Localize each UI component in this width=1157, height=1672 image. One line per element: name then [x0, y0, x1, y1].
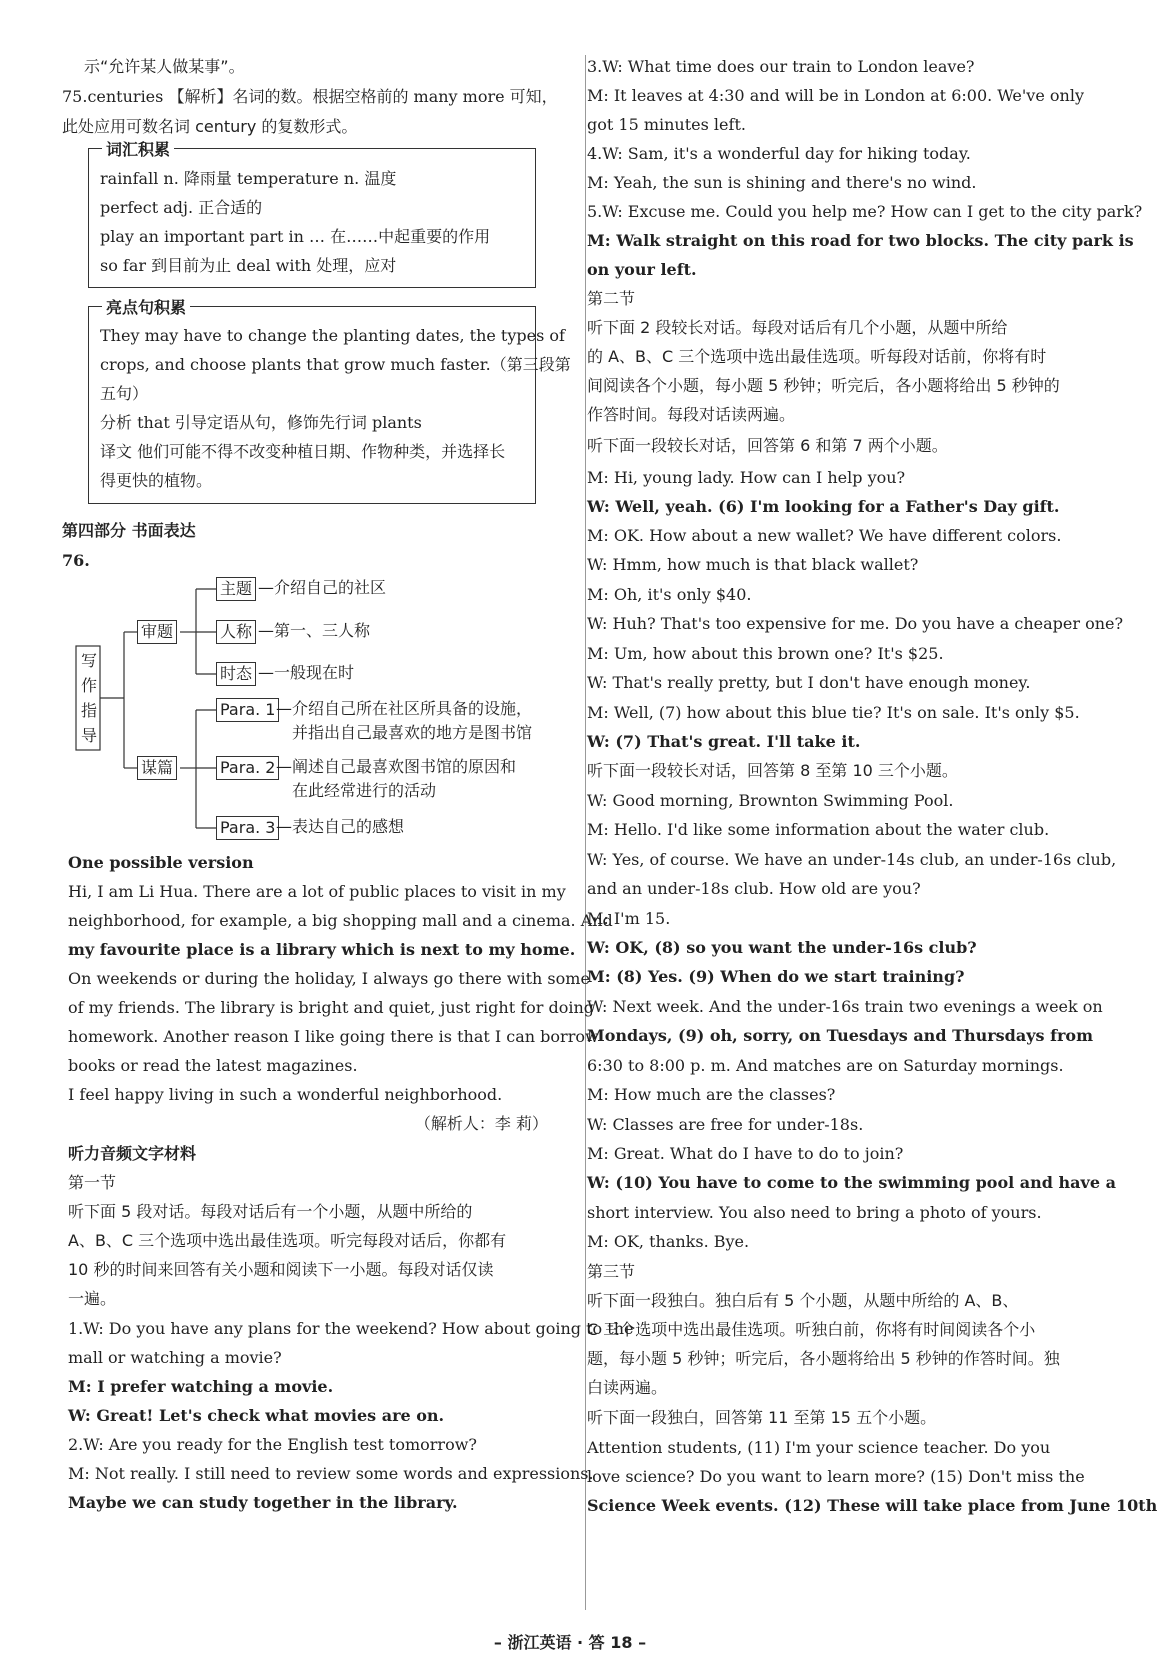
dialog-line: M: It leaves at 4:30 and will be in London at 6:00. We've only — [587, 86, 1084, 105]
dialog-line: M: Well, (7) how about this blue tie? It's on sale. It's only $5. — [587, 703, 1080, 722]
diagram-tag: 人称 — [216, 620, 256, 644]
dialog-line: Maybe we can study together in the library. — [68, 1493, 458, 1512]
dialog-line: mall or watching a movie? — [68, 1348, 282, 1367]
dialog-line: W: Classes are free for under-18s. — [587, 1115, 864, 1134]
dialog-line: 4.W: Sam, it's a wonderful day for hiking today. — [587, 144, 971, 163]
analyst: （解析人：李 莉） — [414, 1114, 548, 1133]
monologue-line: Science Week events. (12) These will take place from June 10th — [587, 1496, 1157, 1515]
diagram-text: —第一、三人称 — [258, 621, 371, 640]
diagram-branch-plan: 谋篇 — [137, 756, 177, 780]
text-line: 示“允许某人做某事”。 — [84, 57, 245, 76]
part4-title: 第四部分 书面表达 — [62, 521, 196, 540]
sentence-translation: 得更快的植物。 — [100, 471, 213, 490]
version-title: One possible version — [68, 853, 254, 872]
dialog-line: M: Um, how about this brown one? It's $25. — [587, 644, 944, 663]
intro-line: 的 A、B、C 三个选项中选出最佳选项。听每段对话前，你将有时 — [587, 347, 1047, 366]
diagram-root-char: 指 — [81, 701, 98, 720]
instruction-line: 听下面一段独白，回答第 11 至第 15 五个小题。 — [587, 1408, 937, 1427]
sentence-analysis: 分析 that 引导定语从句，修饰先行词 plants — [100, 413, 422, 432]
instruction-line: 听下面一段较长对话，回答第 8 至第 10 三个小题。 — [587, 761, 958, 780]
diagram-tag: Para. 3 — [216, 816, 279, 840]
sentence-line: They may have to change the planting dates, the types of — [100, 326, 565, 345]
dialog-line: W: Yes, of course. We have an under-14s club, an under-16s club, — [587, 850, 1117, 869]
diagram-text: —介绍自己的社区 — [258, 578, 387, 597]
dialog-line: W: (10) You have to come to the swimming pool and have a — [587, 1173, 1116, 1192]
dialog-line: W: OK, (8) so you want the under-16s club? — [587, 938, 977, 957]
dialog-line: M: OK. How about a new wallet? We have different colors. — [587, 526, 1062, 545]
dialog-line: 5.W: Excuse me. Could you help me? How can I get to the city park? — [587, 202, 1143, 221]
vocab-line: so far 到目前为止 deal with 处理，应对 — [100, 256, 397, 275]
intro-line: 作答时间。每段对话读两遍。 — [587, 405, 796, 424]
intro-line: 听下面 5 段对话。每段对话后有一个小题，从题中所给的 — [68, 1202, 473, 1221]
q76-label: 76. — [62, 551, 90, 570]
dialog-line: W: Well, yeah. (6) I'm looking for a Father's Day gift. — [587, 497, 1060, 516]
intro-line: 一遍。 — [68, 1289, 117, 1308]
instruction-line: 听下面一段较长对话，回答第 6 和第 7 两个小题。 — [587, 436, 948, 455]
dialog-line: W: Good morning, Brownton Swimming Pool. — [587, 791, 954, 810]
dialog-line: 1.W: Do you have any plans for the weekend? How about going to the — [68, 1319, 634, 1338]
dialog-line: 2.W: Are you ready for the English test tomorrow? — [68, 1435, 477, 1454]
essay-line: I feel happy living in such a wonderful neighborhood. — [68, 1085, 503, 1104]
dialog-line: M: Hello. I'd like some information about the water club. — [587, 820, 1050, 839]
monologue-line: love science? Do you want to learn more? (15) Don't miss the — [587, 1467, 1085, 1486]
q75-head: 75.centuries 【解析】名词的数。根据空格前的 many more 可知， — [62, 87, 558, 106]
diagram-text: —介绍自己所在社区所具备的设施， — [276, 699, 533, 718]
diagram-text: —一般现在时 — [258, 663, 355, 682]
dialog-line: W: Next week. And the under-16s train two evenings a week on — [587, 997, 1103, 1016]
dialog-line: 6:30 to 8:00 p. m. And matches are on Saturday mornings. — [587, 1056, 1064, 1075]
dialog-line: on your left. — [587, 260, 697, 279]
section-title: 第二节 — [587, 289, 636, 308]
intro-line: 10 秒的时间来回答有关小题和阅读下一小题。每段对话仅读 — [68, 1260, 494, 1279]
dialog-line: W: (7) That's great. I'll take it. — [587, 732, 861, 751]
dialog-line: got 15 minutes left. — [587, 115, 746, 134]
essay-line: On weekends or during the holiday, I always go there with some — [68, 969, 590, 988]
intro-line: 题，每小题 5 秒钟；听完后，各小题将给出 5 秒钟的作答时间。独 — [587, 1349, 1060, 1368]
diagram-branch-review: 审题 — [137, 620, 177, 644]
dialog-line: M: Walk straight on this road for two blocks. The city park is — [587, 231, 1134, 250]
diagram-tag: 时态 — [216, 662, 256, 686]
q75-body: 此处应用可数名词 century 的复数形式。 — [62, 117, 358, 136]
diagram-text: 在此经常进行的活动 — [292, 781, 437, 800]
dialog-line: short interview. You also need to bring a photo of yours. — [587, 1203, 1042, 1222]
section-title: 第三节 — [587, 1262, 636, 1281]
dialog-line: M: How much are the classes? — [587, 1085, 836, 1104]
dialog-line: M: Hi, young lady. How can I help you? — [587, 468, 906, 487]
dialog-line: M: Yeah, the sun is shining and there's no wind. — [587, 173, 977, 192]
essay-line: neighborhood, for example, a big shopping mall and a cinema. And — [68, 911, 613, 930]
dialog-line: W: Great! Let's check what movies are on. — [68, 1406, 445, 1425]
diagram-tag: 主题 — [216, 577, 256, 601]
essay-line: books or read the latest magazines. — [68, 1056, 358, 1075]
essay-line: of my friends. The library is bright and quiet, just right for doing — [68, 998, 595, 1017]
sentence-line: 五句） — [100, 384, 149, 403]
intro-line: 听下面 2 段较长对话。每段对话后有几个小题，从题中所给 — [587, 318, 1008, 337]
dialog-line: M: Great. What do I have to do to join? — [587, 1144, 904, 1163]
listening-title: 听力音频文字材料 — [68, 1144, 197, 1163]
page-footer: – 浙江英语 · 答 18 – — [493, 1633, 647, 1652]
vocab-line: play an important part in … 在……中起重要的作用 — [100, 227, 491, 246]
section-title: 第一节 — [68, 1173, 117, 1192]
dialog-line: M: Oh, it's only $40. — [587, 585, 752, 604]
essay-line: homework. Another reason I like going there is that I can borrow — [68, 1027, 599, 1046]
dialog-line: W: That's really pretty, but I don't have enough money. — [587, 673, 1031, 692]
intro-line: 听下面一段独白。独白后有 5 个小题，从题中所给的 A、B、 — [587, 1291, 1019, 1310]
sentence-line: crops, and choose plants that grow much faster.（第三段第 — [100, 355, 571, 374]
sentence-title: 亮点句积累 — [102, 295, 190, 318]
essay-line: my favourite place is a library which is next to my home. — [68, 940, 576, 959]
dialog-line: and an under-18s club. How old are you? — [587, 879, 921, 898]
diagram-tag: Para. 1 — [216, 698, 279, 722]
diagram-text: —表达自己的感想 — [276, 817, 405, 836]
intro-line: 间阅读各个小题，每小题 5 秒钟；听完后，各小题将给出 5 秒钟的 — [587, 376, 1060, 395]
intro-line: A、B、C 三个选项中选出最佳选项。听完每段对话后，你都有 — [68, 1231, 507, 1250]
vocab-line: rainfall n. 降雨量 temperature n. 温度 — [100, 169, 397, 188]
dialog-line: M: I'm 15. — [587, 909, 671, 928]
dialog-line: M: (8) Yes. (9) When do we start training? — [587, 967, 965, 986]
dialog-line: M: Not really. I still need to review some words and expressions. — [68, 1464, 594, 1483]
dialog-line: 3.W: What time does our train to London leave? — [587, 57, 975, 76]
diagram-tag: Para. 2 — [216, 756, 279, 780]
dialog-line: M: I prefer watching a movie. — [68, 1377, 334, 1396]
dialog-line: W: Huh? That's too expensive for me. Do you have a cheaper one? — [587, 614, 1124, 633]
diagram-root-char: 作 — [81, 676, 98, 695]
vocab-title: 词汇积累 — [102, 137, 174, 160]
dialog-line: W: Hmm, how much is that black wallet? — [587, 555, 919, 574]
diagram-root-char: 写 — [81, 651, 98, 670]
essay-line: Hi, I am Li Hua. There are a lot of public places to visit in my — [68, 882, 566, 901]
dialog-line: M: OK, thanks. Bye. — [587, 1232, 750, 1251]
dialog-line: Mondays, (9) oh, sorry, on Tuesdays and Thursdays from — [587, 1026, 1094, 1045]
diagram-root-char: 导 — [81, 726, 98, 745]
diagram-text: 并指出自己最喜欢的地方是图书馆 — [292, 723, 533, 742]
vocab-line: perfect adj. 正合适的 — [100, 198, 263, 217]
intro-line: C 三个选项中选出最佳选项。听独白前，你将有时间阅读各个小 — [587, 1320, 1036, 1339]
intro-line: 白读两遍。 — [587, 1378, 668, 1397]
diagram-text: —阐述自己最喜欢图书馆的原因和 — [276, 757, 517, 776]
monologue-line: Attention students, (11) I'm your science teacher. Do you — [587, 1438, 1051, 1457]
sentence-translation: 译文 他们可能不得不改变种植日期、作物种类，并选择长 — [100, 442, 506, 461]
